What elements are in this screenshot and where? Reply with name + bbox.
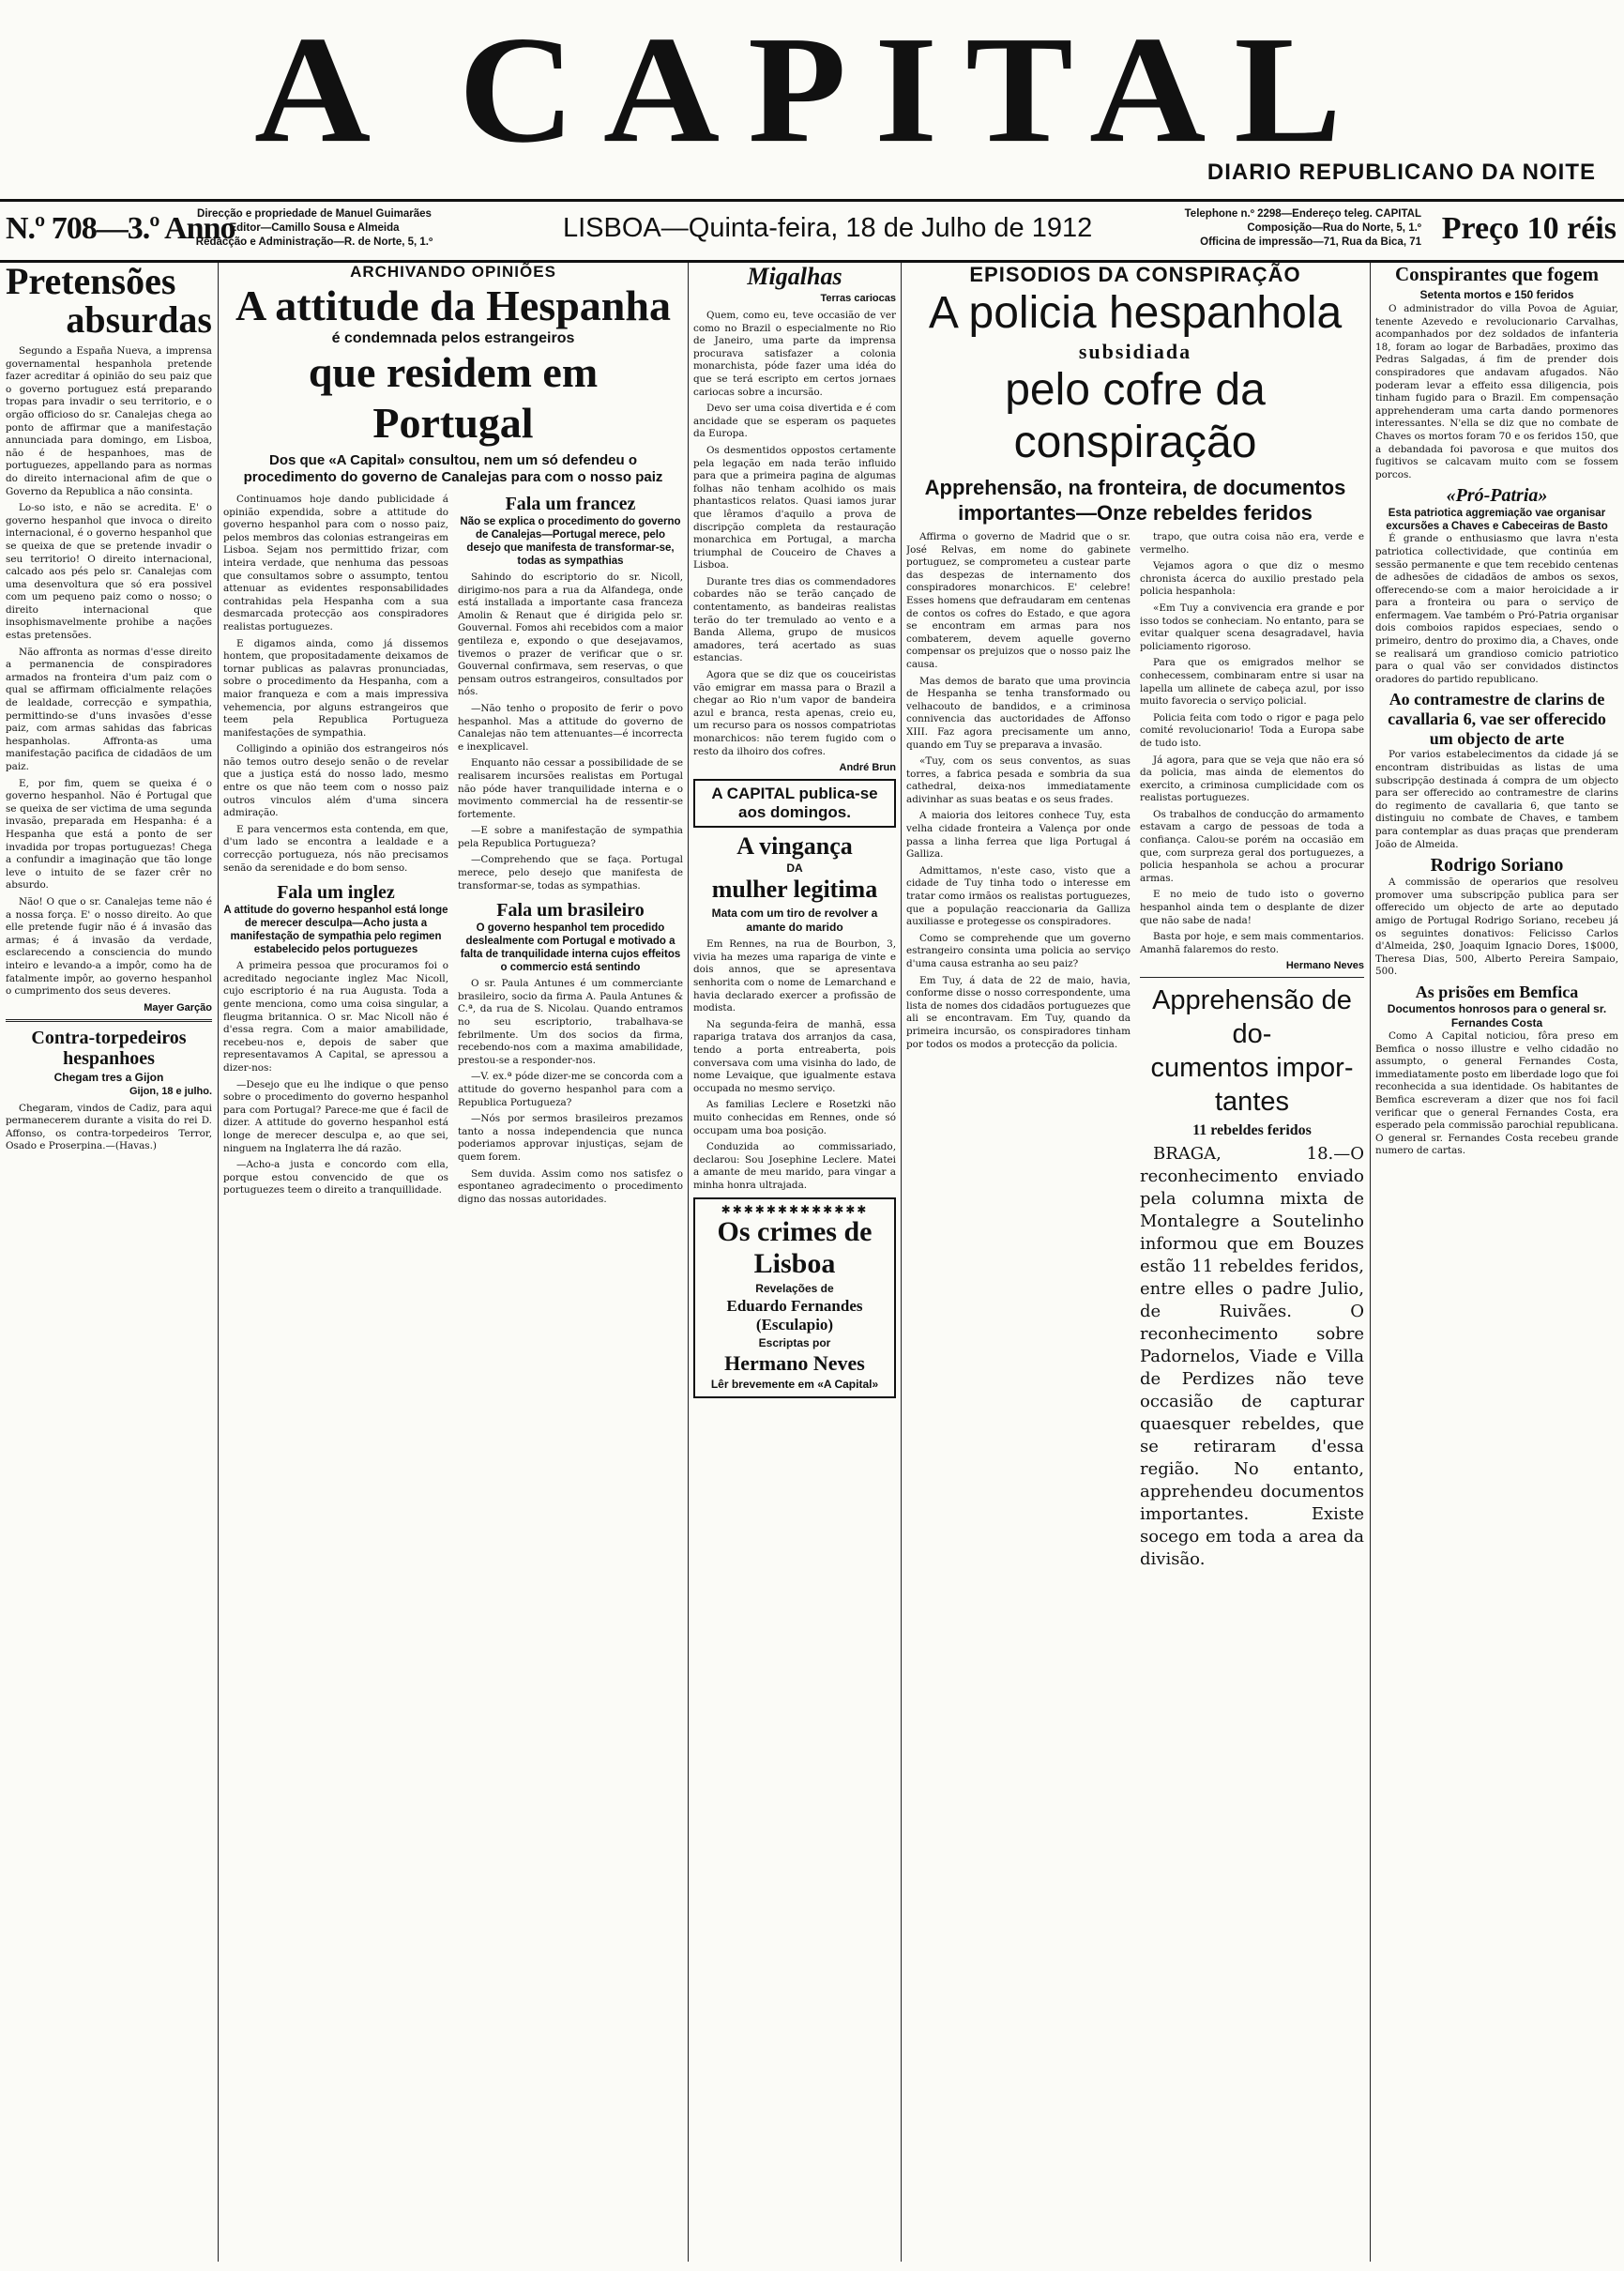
article-paragraph: Para que os emigrados melhor se conhecessem, combinaram entre si usar na lapella um allinete de cabeça azul, por isso muito favorecia o serviço policial.: [1140, 657, 1364, 708]
divider: [1140, 977, 1364, 978]
notice-box: A CAPITAL publica-se aos domingos.: [693, 779, 896, 828]
article-paragraph: Enquanto não cessar a possibilidade de se realisarem incursões realistas em Portugal não póde haver tranquilidade interna e o movimento commercial ha de ressentir-se fortemente.: [458, 757, 683, 820]
column-rule: [688, 263, 689, 2262]
article-paragraph: Como se comprehende que um governo estrangeiro consinta uma policia ao serviço d'uma causa estranha ao seu paiz?: [906, 932, 1131, 969]
divider: [6, 1019, 212, 1022]
column-rule: [901, 263, 902, 2262]
column-rule: [1370, 263, 1371, 2262]
column-pretensoes: [6, 263, 212, 2262]
article-paragraph: Basta por hoje, e sem mais commentarios. Amanhã falaremos do resto.: [1140, 931, 1364, 955]
article-paragraph: Agora que se diz que os couceiristas vão emigrar em massa para o Brazil a chegar ao Rio n'um vapor de bandeira azul e branca, resta apenas, creio eu, um recurso para os nossos compatriotas monarchicos: não terem fugido com o resto da ilhoiro dos cofres.: [693, 669, 896, 757]
article-paragraph: —V. ex.ª póde dizer-me se concorda com a attitude do governo hespanhol para com a Republica Portugueza?: [458, 1071, 683, 1108]
article-paragraph: Policia feita com todo o rigor e paga pelo comité revolucionario! Toda a Europa sabe de tudo isto.: [1140, 711, 1364, 749]
article-paragraph: Colligindo a opinião dos estrangeiros nós não temos outro desejo senão o de revelar que a justiça está do nosso lado, mesmo entre os que não teem com o nosso paiz outros vinculos além d'uma sincera admiração.: [223, 743, 448, 819]
column-left: [906, 531, 1131, 1575]
newspaper-subtitle: DIARIO REPUBLICANO DA NOITE: [1207, 160, 1596, 185]
article-paragraph: —E sobre a manifestação de sympathia pela Republica Portugueza?: [458, 825, 683, 849]
article-paragraph: Vejamos agora o que diz o mesmo chronista ácerca do auxilio prestado pela policia hespanhola:: [1140, 560, 1364, 598]
headline-cofre: pelo cofre da conspiração: [1005, 365, 1266, 467]
article-paragraph: —Desejo que eu lhe indique o que penso sobre o procedimento do governo hespanhol para com Portugal? Parece-me que é facil de dizer. A attitude do governo hespanhol está longe de merecer desculpa e, ao que sei, ninguem na Inglaterra lhe dá razão.: [223, 1078, 448, 1154]
article-paragraph: Como A Capital noticiou, fôra preso em Bemfica o nosso illustre e velho cidadão no assumpto, o general Fernandes Costa, immediatamente posto em liberdade logo que foi reconhecida a sua identidade. Os habitantes de Bemfica escreveram a dizer que nos foi facil verificar que o general Fernandes Costa, era esperado pela commissão parochial republicana. O general sr. Fernandes Costa recebeu grande numero de cartas.: [1375, 1029, 1618, 1157]
headline-contramestre: Ao contramestre de clarins de cavallaria 6, vae ser offerecido um objecto de arte: [1388, 690, 1606, 749]
article-paragraph: —Acho-a justa e concordo com ella, porque estou convencido de que os portuguezes teem o direito a tranquillidade.: [223, 1159, 448, 1196]
summary: Dos que «A Capital» consultou, nem um só defendeu o procedimento do governo de Canalejas para com o nosso paiz: [243, 452, 663, 485]
deck: A attitude do governo hespanhol está longe de merecer desculpa—Acho justa a manifestação de sympathia pelo regimen estabelecido pelos portuguezes: [223, 905, 448, 956]
byline: Mayer Garção: [144, 1001, 212, 1014]
article-paragraph: A primeira pessoa que procuramos foi o acreditado negociante inglez Mac Nicoll, cujo escriptorio é na rua Augusta. Toda a gente menciona, como uma coisa singular, a fleugma britannica. O sr. Mac Nicoll não é d'essa regra. Com a maior amabilidade, recebeu-nos e, depois de saber que representavamos A Capital, se apressou a dizer-nos:: [223, 960, 448, 1074]
article-paragraph: Devo ser uma coisa divertida e é com ancidade que se esperam os paquetes da Europa.: [693, 403, 896, 440]
article-paragraph: BRAGA, 18.—O reconhecimento enviado pela columna mixta de Montalegre a Soutelinho informou que em Bouzes estão 11 rebeldes feridos, entre elles o padre Julio, de Ruivães. O reconhecimento sobre Padornelos, Viade e Villa de Perdizes não teve occasião de capturar quaesquer rebeldes, que se retiraram d'essa região. No entanto, apprehendeu documentos importantes. Existe socego em toda a area da divisão.: [1140, 1144, 1364, 1570]
subhead: Chegam tres a Gijon: [53, 1070, 164, 1084]
article-paragraph: Affirma o governo de Madrid que o sr. José Relvas, em nome do gabinete portuguez, se comprometeu a custear parte das despezas de internamento dos conspiradores monarchicos. E' celebre! Esses homens que defraudaram em centenas de contos os cofres do Estado, e que agora se encontram em armas para nos combaterem, devem aquelle governo compensar os prejuizos que o nosso paiz lhe causa.: [906, 531, 1131, 670]
article-paragraph: Quem, como eu, teve occasião de ver como no Brazil o especialmente no Rio de Janeiro, uma parte da imprensa procurava satisfazer a colonia monarchista, póde fazer uma idéa do que se terá escripto em certos jornaes cariocas sobre a incursão.: [693, 310, 896, 398]
masthead: [0, 0, 1624, 202]
banner-title: Os crimes de Lisboa: [717, 1216, 873, 1280]
headline-subsidiada: subsidiada: [1078, 340, 1192, 363]
column-right: [1140, 531, 1364, 1575]
headline-absurdas: absurdas: [66, 298, 212, 341]
article-paragraph: E no meio de tudo isto o governo hespanhol ainda tem o desplante de dizer que não sabe de nada!: [1140, 889, 1364, 926]
issue-info-bar: [0, 199, 1624, 263]
article-paragraph: Já agora, para que se veja que não era só da policia, mas ainda de elementos do exercito, a criminosa cumplicidade com os realistas portuguezes.: [1140, 754, 1364, 804]
subhead-francez: Fala um francez: [505, 494, 636, 514]
article-paragraph: As familias Leclere e Rosetzki não muito conhecidas em Rennes, onde só occupam uma boa posição.: [693, 1099, 896, 1136]
star-border-icon: ✱✱✱✱✱✱✱✱✱✱✱✱✱: [721, 1203, 869, 1217]
kicker: ARCHIVANDO OPINIÕES: [350, 263, 556, 281]
article-paragraph: E digamos ainda, como já dissemos hontem, que propositadamente deixamos de tornar publicas as palavras pronunciadas, sobre o procedimento da Hespanha, com a maior franqueza e com a mais impressiva vehemencia, por alguns estrangeiros que teem pela Republica Portugueza manifestações de sympathia.: [223, 637, 448, 739]
article-paragraph: A commissão de operarios que resolveu promover uma subscripção publica para ser offerecido um objecto de arte ao deputado amigo de Portugal Rodrigo Soriano, recebeu já os seguintes donativos: Felicisso Carlos d'Almeida, 2$0, Joaquim Ignacio Dores, 1$000, Theresa Dias, 500, Alberto Pereira Sampaio, 500.: [1375, 876, 1618, 978]
byline: Hermano Neves: [1285, 960, 1364, 972]
column-episodios: [906, 263, 1364, 2262]
crimes-de-lisboa-banner: ✱✱✱✱✱✱✱✱✱✱✱✱✱ Os crimes de Lisboa Revelações de Eduardo Fernandes (Esculapio) Escriptas por Hermano Neves Lêr brevemente em «A Capital»: [693, 1197, 896, 1398]
article-paragraph: Conduzida ao commissariado, declarou: Sou Josephine Leclere. Matei a amante de meu marido, para vingar a minha honra ultrajada.: [693, 1141, 896, 1191]
headline-pro-patria: «Pró-Patria»: [1446, 485, 1548, 507]
headline-pretensoes: Pretensões: [6, 263, 176, 302]
article-paragraph: Em Tuy, á data de 22 de maio, havia, conforme disse o nosso correspondente, uma lista de nomes dos cidadãos portuguezes que ali se encontravam. Em Tuy, quando da primeira incursão, os conspiradores tinham por todos os modos a protecção da policia.: [906, 974, 1131, 1050]
headline-apprehensao: Apprehensão de do- cumentos impor- tantes: [1150, 985, 1354, 1118]
article-paragraph: trapo, que outra coisa não era, verde e vermelho.: [1140, 531, 1364, 556]
headline-mulher-legitima: mulher legitima: [711, 876, 878, 904]
article-paragraph: Lo-so isto, e não se acredita. E' o governo hespanhol que invoca o direito internacional, é o governo hespanhol que se queixa de que se pretende invadir o seu territorio! O direito internacional, calcado aos pés pelo sr. Canalejas com uma desenvoltura que só era possivel com um pequeno paiz como o nosso; o direito internacional que insophismavelmente prohibe a nações estas pretensões.: [6, 502, 212, 642]
subhead-terras-cariocas: Terras cariocas: [820, 293, 896, 304]
article-paragraph: Não! O que o sr. Canalejas teme não é a nossa força. E' o nosso direito. Ao que elle pretende fugir não é á invasão das armas; é á invasão da verdade, esclarecendo a consciencia do mundo inteiro e levando-a a impôr, como ha de fatalmente impôr, ao governo hespanhol o cumprimento dos seus deveres.: [6, 895, 212, 998]
article-paragraph: Sahindo do escriptorio do sr. Nicoll, dirigimo-nos para a rua da Alfandega, onde está installada a importante casa franceza Amolin & Renaut que é dirigida pelo sr. Gouvernal. Fomos ahi recebidos com a maior gentileza e, expondo o que desejavamos, tivemos o prazer de verificar que o sr. Gouvernal confirmava, sem reservas, o que pensam outros estrangeiros, consultados por nós.: [458, 572, 683, 698]
headline-policia-hespanhola: A policia hespanhola: [928, 288, 1343, 338]
column-left: [223, 494, 448, 1210]
headline-conspirantes: Conspirantes que fogem: [1394, 263, 1599, 285]
column-right: [458, 494, 683, 1210]
article-paragraph: «Em Tuy a convivencia era grande e por isso todos se conheciam. No entanto, para se evitar qualquer scena desagradavel, havia policiamento rigoroso.: [1140, 602, 1364, 652]
headline-residem: que residem em Portugal: [308, 348, 599, 447]
headline-rodrigo-soriano: Rodrigo Soriano: [1430, 855, 1564, 876]
issue-number: N.º 708—3.º Anno: [6, 211, 235, 246]
headline-vinganca: A vingança: [736, 832, 853, 861]
article-paragraph: Em Rennes, na rua de Bourbon, 3, vivia ha mezes uma rapariga de vinte e dois annos, que se apresentava senhorita com o nome de Lemarchand e havia declarado exercer a profissão de modista.: [693, 938, 896, 1014]
article-paragraph: Por varios estabelecimentos da cidade já se encontram distribuidas as listas de uma subscripção destinada á compra de um objecto para ser offerecido ao contramestre de clarins do regimento de cavallaria 6, que tanto se distinguiu no combate de Chaves, e tambem para contemplar as duas praças que prenderam João de Almeida.: [1375, 749, 1618, 850]
article-paragraph: Segundo a España Nueva, a imprensa governamental hespanhola pretende fazer acreditar á opinião do seu paiz que o governo portuguez está preparando tropas para invadir o seu territorio, e o orgão officioso do sr. Canalejas chega ao ponto de affirmar que a manifestação annunciada para domingo, em Lisboa, não é de hespanhoes, mas de portuguezes, appellando para as normas do direito internacional afim de que o Governo da Republica a não consinta.: [6, 345, 212, 497]
subhead: 11 rebeldes feridos: [1192, 1122, 1312, 1139]
article-paragraph: Durante tres dias os commendadores cobardes não se terão cançado de contentamento, as bandeiras realistas terão do ter tremulado ao vento e a Banda Allema, grupo de musicos amadores, terá acertado as suas estancias.: [693, 575, 896, 664]
article-paragraph: Na segunda-feira de manhã, essa rapariga tratava dos arranjos da casa, tendo a porta entreaberta, pois conversava com uma visinha do lado, de nome Levaique, que igualmente estava occupada no mesmo serviço.: [693, 1018, 896, 1094]
article-paragraph: —Comprehendo que se faça. Portugal merece, pelo desejo que manifesta de transformar-se, todas as sympathias.: [458, 854, 683, 892]
article-paragraph: O sr. Paula Antunes é um commerciante brasileiro, socio da firma A. Paula Antunes & C.ª, da rua de S. Nicolau. Quando entramos no seu escriptorio, trabalhava-se febrilmente. Um dos socios da firma, recebendo-nos com a maxima amabilidade, prestou-se a responder-nos.: [458, 978, 683, 1066]
article-paragraph: O administrador do villa Povoa de Aguiar, tenente Azevedo e revolucionario Carvalhas, acompanhados por dez soldados de infanteria 18, foram ao logar de Barbadães, proximo das Pedras Salgadas, á fim de prender dois conspiradores que andavam afugados. Não poderam levar a effeito essa diligencia, pois tinham fugido para o Brazil. Em compensação apprehenderam uma carta dando pormenores interessantes. N'ella se diz que no combate de Chaves os mortos foram 70 e os feridos 150, que a debandada foi pavorosa e que muitos dos fugitivos se calcavam muito com se fossem porcos.: [1375, 303, 1618, 480]
article-paragraph: Não affronta as normas d'esse direito a permanencia de conspiradores armados na fronteira d'um paiz com o qual se affirmam officialmente relações de lealdade, correcção e sympathia, permittindo-se d'uns invasões d'esse paiz, com armas sahidas das fabricas hespanholas. Affronta-as uma manifestação pacifica de cidadãos de um paiz.: [6, 646, 212, 772]
section-migalhas: Migalhas: [747, 263, 842, 290]
article-paragraph: E, por fim, quem se queixa é o governo hespanhol. Não é Portugal que se queixa de ser victima de uma segunda invasão, preparada em Hespanha: é a Hespanha que está a ponto de ser invadida por tropas portuguezas! Chega a confundir a imaginação que tão longe leve o intuito de se fazer crêr no absurdo.: [6, 777, 212, 892]
article-paragraph: A maioria dos leitores conhece Tuy, esta velha cidade fronteira a Valença por onde passa a linha ferrea que liga Portugal á Galliza.: [906, 810, 1131, 861]
subhead: Setenta mortos e 150 feridos: [1419, 288, 1574, 301]
article-paragraph: Mas demos de barato que uma provincia de Hespanha se tenha transformado ou velhacouto de bandidos, e a criminosa connivencia das auctoridades de Affonso XIII. Faz agora precisamente um anno, quando em Tuy se preparava a invasão.: [906, 675, 1131, 751]
deck: Não se explica o procedimento do governo de Canalejas—Portugal merece, pelo desejo que manifesta de transformar-se, todas as sympathias: [460, 516, 681, 567]
article-paragraph: E para vencermos esta contenda, em que, d'um lado se encontra a lealdade e a correcção portugueza, nós não precisamos senão da serenidade e do bom senso.: [223, 823, 448, 874]
newspaper-title: A CAPITAL: [253, 5, 1371, 175]
subhead-brasileiro: Fala um brasileiro: [496, 900, 645, 922]
issue-date: LISBOA—Quinta-feira, 18 de Julho de 1912: [563, 213, 1093, 243]
headline-contra-torpedeiros: Contra-torpedeiros hespanhoes: [31, 1027, 187, 1069]
article-paragraph: —Nós por sermos brasileiros prezamos tanto a nossa independencia que nunca poderiamos approvar injustiças, sejam de quem forem.: [458, 1113, 683, 1163]
article-paragraph: Continuamos hoje dando publicidade á opinião expendida, sobre a attitude do governo hespanhol para com o nosso paiz, pelos membros das colonias estrangeiras em Lisboa. Sejam nos permittido frizar, com inteira verdade, que nenhuma das pessoas que consultamos sobre o assumpto, tentou attenuar as evidentes responsabilidades contrahidas pela Hespanha com a sua desmarcada protecção aos conspiradores realistas portuguezes.: [223, 494, 448, 633]
article-paragraph: Os desmentidos oppostos certamente pela legação em nada terão influido para que a primeira pagina de algumas folhas não tenham acolhido os mais phantasticos relatos. Quasi iamos jurar que lêramos d'aquilo a prova de discripção completa da restauração monarchica em Portugal, a marcha triumphal de Couceiro de Chaves a Lisboa.: [693, 444, 896, 572]
kicker: EPISODIOS DA CONSPIRAÇÃO: [969, 263, 1301, 286]
deck: Esta patriotica aggremiação vae organisar excursões a Chaves e Cabeceiras de Basto: [1386, 508, 1608, 533]
article-paragraph: Os trabalhos de conducção do armamento estavam a cargo de pessoas de toda a confiança. Calou-se porém na occasião em que, com surpreza geral dos portuguezes, a policia hespanhola se achou a procurar armas.: [1140, 808, 1364, 884]
article-paragraph: Chegaram, vindos de Cadiz, para aqui permanecerem durante a visita do rei D. Affonso, os contra-torpedeiros Terror, Osado e Proserpina.—(Havas.): [6, 1102, 212, 1152]
column-archivando: [223, 263, 683, 2262]
headline-prisoes-bemfica: As prisões em Bemfica: [1415, 982, 1579, 1001]
direction-credits: Direcção e propriedade de Manuel Guimarães Editor—Camillo Sousa e Almeida Redacção e Administração—R. de Norte, 5, 1.º: [195, 208, 433, 248]
contact-info: Telephone n.º 2298—Endereço teleg. CAPITAL Composição—Rua do Norte, 5, 1.º Officina de impressão—71, Rua da Bica, 71: [1184, 208, 1421, 248]
subhead: Apprehensão, na fronteira, de documentos importantes—Onze rebeldes feridos: [924, 476, 1346, 525]
deck: Mata com um tiro de revolver a amante do marido: [711, 907, 878, 935]
article-paragraph: «Tuy, com os seus conventos, as suas torres, a fabrica pesada e sombria da sua cathedral, deixa-nos immediatamente adivinhar as suas beatas e os seus frades.: [906, 755, 1131, 805]
article-paragraph: Sem duvida. Assim como nos satisfez o espontaneo agradecimento o procedimento digno das nossas autoridades.: [458, 1167, 683, 1205]
deck: Documentos honrosos para o general sr. Fernandes Costa: [1387, 1001, 1607, 1029]
column-migalhas: [693, 263, 896, 2262]
headline-connector: DA: [786, 861, 803, 876]
issue-price: Preço 10 réis: [1441, 211, 1616, 246]
dateline: Gijon, 18 e julho.: [129, 1085, 212, 1097]
subhead-inglez: Fala um inglez: [277, 882, 395, 904]
headline-attitude: A attitude da Hespanha: [235, 282, 671, 329]
column-rule: [218, 263, 219, 2262]
column-conspirantes: [1375, 263, 1618, 2262]
byline: André Brun: [839, 762, 896, 774]
article-paragraph: Admittamos, n'este caso, visto que a cidade de Tuy tinha todo o interesse em tratar como irmãos os realistas portuguezes, que a população reaccionaria da Galliza auxiliasse e protegesse os conspiradores.: [906, 864, 1131, 928]
article-paragraph: É grande o enthusiasmo que lavra n'esta patriotica collectividade, que continúa em sessão permanente e que tem recebido centenas de adhesões de cidadãos de ambos os sexos, offerecendo-se com a maior heroicidade a ir para a fronteira ou para o serviço de enfermagem. Vae também o Pró-Patria organisar dois comboios rapidos especiaes, sendo o primeiro, dentro do proximo dia, a Chaves, onde se realisará um grandioso comicio patriotico para o qual vão ser convidados distinctos oradores do partido republicano.: [1375, 533, 1618, 685]
article-paragraph: —Não tenho o proposito de ferir o povo hespanhol. Mas a attitude do governo de Canalejas não tem attenuantes—é incorrecta e inexplicavel.: [458, 702, 683, 753]
deck: é condemnada pelos estrangeiros: [331, 330, 575, 346]
deck: O governo hespanhol tem procedido deslealmente com Portugal e motivado a falta de tranquilidade interna cujos effeitos o commercio está sentindo: [460, 922, 681, 974]
